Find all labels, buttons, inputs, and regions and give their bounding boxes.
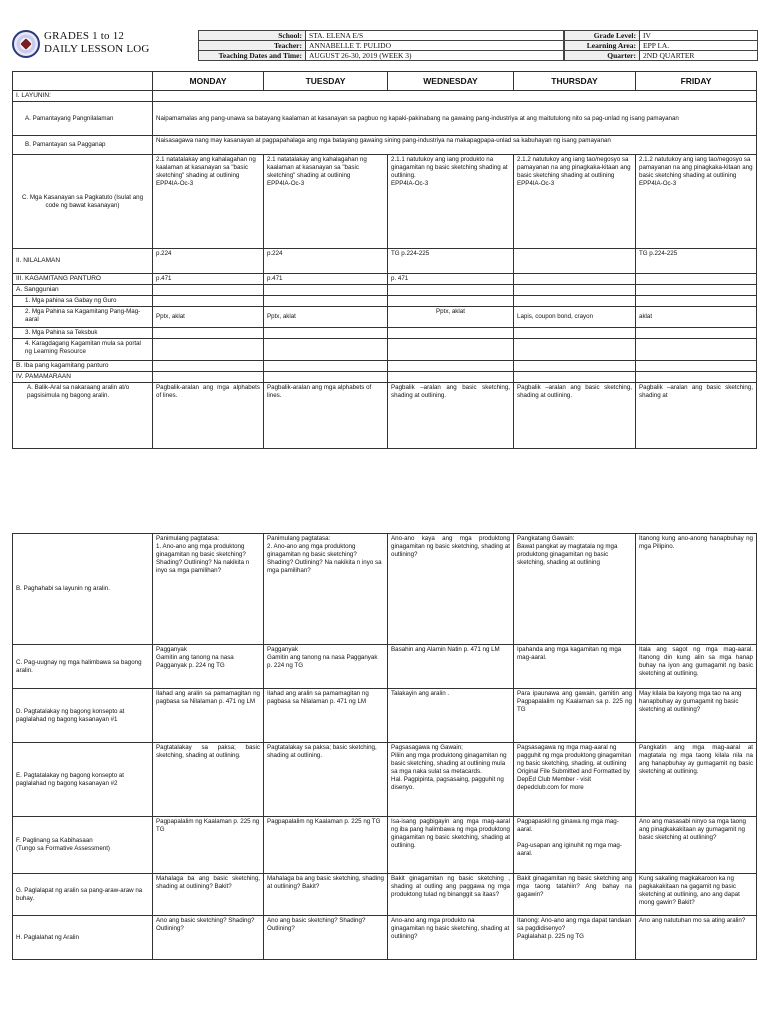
- balik-aral-monday: Pagbalik-aralan ang mga alphabets of lines.: [153, 383, 264, 449]
- form-title: [44, 30, 150, 56]
- layunin-empty: [153, 91, 757, 102]
- table-row: [13, 249, 757, 274]
- kagamitan-wednesday: p. 471: [388, 274, 514, 285]
- kasanayan-friday: 2.1.2 natutukoy ang iang tao/negosyo sa pamayanan na ang pinagkaka-kitaan ang basic sketching shading at outlining EPP4IA-Oc-3: [636, 155, 757, 249]
- empty-cell: [514, 285, 636, 296]
- nilalaman-wednesday: TG p.224-225: [388, 249, 514, 274]
- paglalahat-friday: Ano ang natutuhan mo sa ating aralin?: [636, 916, 757, 960]
- teksbuk-label: 3. Mga Pahina sa Teksbuk: [13, 328, 153, 339]
- day-wednesday: WEDNESDAY: [388, 72, 514, 91]
- empty-cell: [636, 339, 757, 361]
- paglalapat-friday: Kung sakaling magkakaroon ka ng pagkakakitaan na gagamit ng basic sketching at outlining, ano ang dapat mong gawin? Bakit?: [636, 874, 757, 916]
- grade-value: IV: [640, 31, 758, 41]
- paglalahat-thursday: Itanong: Ano-ano ang mga dapat tandaan sa pagdidisenyo? Paglalahat p. 225 ng TG: [514, 916, 636, 960]
- table-row: [13, 136, 757, 155]
- nilalaman-friday: TG p.224-225: [636, 249, 757, 274]
- pang-mag-aaral-wednesday: Pptx, aklat: [388, 307, 514, 328]
- teacher-label: Teacher:: [199, 41, 306, 51]
- corner-cell: [13, 72, 153, 91]
- day-header-row: [13, 72, 757, 91]
- paghahabi-friday: Itanong kung ano-anong hanapbuhay ng mga Pilipino.: [636, 534, 757, 645]
- table-row: [13, 339, 757, 361]
- empty-cell: [264, 339, 388, 361]
- day-friday: FRIDAY: [636, 72, 757, 91]
- empty-cell: [264, 328, 388, 339]
- pamamaraan-label: IV. PAMAMARAAN: [13, 372, 153, 383]
- empty-cell: [514, 328, 636, 339]
- paglalapat-tuesday: Mahalaga ba ang basic sketching, shading at outlining? Bakit?: [264, 874, 388, 916]
- empty-cell: [514, 296, 636, 307]
- balik-aral-label: A. Balik-Aral sa nakaraang aralin at/o pagsisimula ng bagong aralin.: [13, 383, 153, 449]
- dll-header: [10, 28, 758, 62]
- table-row: [13, 383, 757, 449]
- paghahabi-monday: Panimulang pagtatasa: 1. Ano-ano ang mga produktong ginagamitan ng basic sketching? Shading? Outlining? Na nakikita n inyo sa mga pamilihan?: [153, 534, 264, 645]
- day-thursday: THURSDAY: [514, 72, 636, 91]
- layunin-label: I. LAYUNIN:: [13, 91, 153, 102]
- empty-cell: [388, 372, 514, 383]
- empty-cell: [514, 339, 636, 361]
- teacher-value: ANNABELLE T. PULIDO: [306, 41, 564, 51]
- gabay-label: 1. Mga pahina sa Gabay ng Guro: [13, 296, 153, 307]
- kagamitan-friday: [636, 274, 757, 285]
- nilalaman-tuesday: p.224: [264, 249, 388, 274]
- kasanayan-thursday: 2.1.2 natutukoy ang iang tao/negosyo sa pamayanan na ang pinagkaka-kitaan ang basic sketching shading at outlining EPP4IA-Oc-3: [514, 155, 636, 249]
- kasanayan-wednesday: 2.1.1 natutukoy ang iang produkto na ginagamitan ng basic sketching shading at outlining. EPP4IA-Oc-3: [388, 155, 514, 249]
- pag-uugnay-label: C. Pag-uugnay ng mga halimbawa sa bagong aralin.: [13, 645, 153, 689]
- pang-mag-aaral-tuesday: Pptx, aklat: [264, 307, 388, 328]
- table-row: [13, 874, 757, 916]
- header-info-right: [564, 30, 758, 61]
- karagdagang-label: 4. Karagdagang Kagamitan mula sa portal ng Learning Resource: [13, 339, 153, 361]
- balik-aral-thursday: Pagbalik –aralan ang basic sketching, shading at outlining.: [514, 383, 636, 449]
- pamantayan-pagganap-text: Naisasagawa nang may kasanayan at pagpapahalaga ang mga batayang gawaing sining pang-industriya na makapagpapa-unlad sa kabuhayan ng isang pamayanan: [153, 136, 757, 155]
- empty-cell: [153, 285, 264, 296]
- table-row: [13, 645, 757, 689]
- paghahabi-wednesday: Ano-ano kaya ang mga produktong ginagamitan ng basic sketching, shading at outlining?: [388, 534, 514, 645]
- kagamitang-pang-mag-aaral-label: 2. Mga Pahina sa Kagamitang Pang-Mag-aaral: [13, 307, 153, 328]
- paglalahat-tuesday: Ano ang basic sketching? Shading? Outlining?: [264, 916, 388, 960]
- table-row: [13, 285, 757, 296]
- kagamitan-monday: p.471: [153, 274, 264, 285]
- empty-cell: [153, 372, 264, 383]
- pag-uugnay-monday: Pagganyak Gamitin ang tanong na nasa Pagganyak p. 224 ng TG: [153, 645, 264, 689]
- pang-mag-aaral-friday: aklat: [636, 307, 757, 328]
- konsepto2-friday: Pangkatin ang mga mag-aaral at magtatala ng mga taong kilala nila na ang hanapbuhay ay gumagamit ng basic sketching at outlining.: [636, 743, 757, 817]
- pamantayang-pangnilalaman-label: A. Pamantayang Pangnilalaman: [13, 102, 153, 136]
- pag-uugnay-tuesday: Pagganyak Gamitin ang tanong na nasa Pagganyak p. 224 ng TG: [264, 645, 388, 689]
- konsepto2-tuesday: Pagtatalakay sa paksa; basic sketching, shading at outlining.: [264, 743, 388, 817]
- empty-cell: [264, 361, 388, 372]
- table-row: [13, 361, 757, 372]
- table-row: [13, 743, 757, 817]
- table-row: [13, 534, 757, 645]
- konsepto1-wednesday: Talakayin ang aralin .: [388, 689, 514, 743]
- table-row: [13, 296, 757, 307]
- area-value: EPP I.A.: [640, 41, 758, 51]
- form-title-line1: GRADES 1 to 12: [44, 30, 125, 42]
- balik-aral-tuesday: Pagbalik-aralan ang mga alphabets of lines.: [264, 383, 388, 449]
- empty-cell: [153, 339, 264, 361]
- lesson-log-table-1: [12, 71, 757, 449]
- table-row: [13, 274, 757, 285]
- kasanayan-tuesday: 2.1 natatalakay ang kahalagahan ng kaalaman at kasanayan sa "basic sketching" shading at outlining EPP4IA-Oc-3: [264, 155, 388, 249]
- kagamitan-thursday: [514, 274, 636, 285]
- pamantayang-pangnilalaman-text: Naipamamalas ang pang-unawa sa batayang kaalaman at kasanayan sa pagbuo ng kapaki-pakinabang na gawaing pang-industriya at ang maitutulong nito sa pag-unlad ng isang pamayanan: [153, 102, 757, 136]
- table-row: [13, 372, 757, 383]
- konsepto1-tuesday: Ilahad ang aralin sa pamamagitan ng pagbasa sa Nilalaman p. 471 ng LM: [264, 689, 388, 743]
- kabihasaan-tuesday: Pagpapalalim ng Kaalaman p. 225 ng TG: [264, 817, 388, 874]
- kabihasaan-friday: Ano ang masasabi ninyo sa mga taong ang pinagkakakitaan ay gumagamit ng basic sketching at outlining?: [636, 817, 757, 874]
- school-label: School:: [199, 31, 306, 41]
- table-row: [13, 307, 757, 328]
- empty-cell: [388, 285, 514, 296]
- kabihasaan-monday: Pagpapalalim ng Kaalaman p. 225 ng TG: [153, 817, 264, 874]
- konsepto1-label: D. Pagtatalakay ng bagong konsepto at paglalahad ng bagong kasanayan #1: [13, 689, 153, 743]
- paglalapat-label: G. Paglalapat ng aralin sa pang-araw-araw na buhay.: [13, 874, 153, 916]
- table-row: [13, 102, 757, 136]
- pag-uugnay-thursday: Ipahanda ang mga kagamitan ng mga mag-aaral.: [514, 645, 636, 689]
- empty-cell: [636, 372, 757, 383]
- kasanayan-label: C. Mga Kasanayan sa Pagkatuto (Isulat ang code ng bawat kasanayan): [13, 155, 153, 249]
- konsepto2-label: E. Pagtatalakay ng bagong konsepto at paglalahad ng bagong kasanayan #2: [13, 743, 153, 817]
- kabihasaan-wednesday: Isa-isang pagbigayin ang mga mag-aaral ng iba pang halimbawa ng mga produktong ginagamitan ng basic sketching, shading at outlining.: [388, 817, 514, 874]
- paglalapat-monday: Mahalaga ba ang basic sketching, shading at outlining? Bakit?: [153, 874, 264, 916]
- day-monday: MONDAY: [153, 72, 264, 91]
- konsepto2-thursday: Pagsasagawa ng mga mag-aaral ng pagguhit ng mga produktong ginagamitan ng basic sketching, shading, at outlining Original File Submitted and Formatted by DepEd Club Member - visit depedclub.com for more: [514, 743, 636, 817]
- table-row: [13, 328, 757, 339]
- pag-uugnay-wednesday: Basahin ang Alamin Natin p. 471 ng LM: [388, 645, 514, 689]
- empty-cell: [636, 361, 757, 372]
- empty-cell: [514, 361, 636, 372]
- empty-cell: [264, 296, 388, 307]
- empty-cell: [153, 328, 264, 339]
- pag-uugnay-friday: Itala ang sagot ng mga mag-aaral. Itanong din kung alin sa mga hanap buhay na iyon ang gumagamit ng basic sketching at outlining.: [636, 645, 757, 689]
- paghahabi-tuesday: Panimulang pagtatasa: 2. Ano-ano ang mga produktong ginagamitan ng basic sketching? Shading? Outlining? Na nakikita n inyo sa mga pamilihan?: [264, 534, 388, 645]
- balik-aral-wednesday: Pagbalik –aralan ang basic sketching, shading at outlining.: [388, 383, 514, 449]
- area-label: Learning Area:: [565, 41, 640, 51]
- pang-mag-aaral-thursday: Lapis, coupon bond, crayon: [514, 307, 636, 328]
- empty-cell: [388, 361, 514, 372]
- konsepto1-thursday: Para ipaunawa ang gawain, gamitin ang Pagpapalalim ng Kaalaman sa p. 225 ng TG: [514, 689, 636, 743]
- deped-seal-icon: [12, 30, 40, 58]
- paglalahat-monday: Ano ang basic sketching? Shading? Outlining?: [153, 916, 264, 960]
- dates-value: AUGUST 26-30, 2019 (WEEK 3): [306, 51, 564, 61]
- empty-cell: [388, 296, 514, 307]
- konsepto1-monday: Ilahad ang aralin sa pamamagitan ng pagbasa sa Nilalaman p. 471 ng LM: [153, 689, 264, 743]
- dates-label: Teaching Dates and Time:: [199, 51, 306, 61]
- balik-aral-friday: Pagbalik –aralan ang basic sketching, shading at: [636, 383, 757, 449]
- konsepto2-wednesday: Pagsasagawa ng Gawain; Piliin ang mga produktong ginagamitan ng basic sketching, shading at outlining mula sa mga naka sulat sa metacards. Hal. Pagpipinta, pagsasaing, pagguhit ng disenyo.: [388, 743, 514, 817]
- paglalapat-wednesday: Bakit ginagamitan ng basic sketching , shading at outling ang paggawa ng mga produktong tulad ng binanggit sa itaas?: [388, 874, 514, 916]
- nilalaman-monday: p.224: [153, 249, 264, 274]
- nilalaman-label: II. NILALAMAN: [13, 249, 153, 274]
- paghahabi-label: B. Paghahabi sa layunin ng aralin.: [13, 534, 153, 645]
- konsepto2-monday: Pagtatalakay sa paksa; basic sketching, shading at outlining.: [153, 743, 264, 817]
- kagamitan-tuesday: p.471: [264, 274, 388, 285]
- paghahabi-thursday: Pangkatang Gawain: Bawat pangkat ay magtatala ng mga produktong ginagamitan ng basic sketching, shading at outlining: [514, 534, 636, 645]
- table-row: [13, 916, 757, 960]
- table-row: [13, 91, 757, 102]
- kabihasaan-label: F. Paglinang sa Kabihasaan (Tungo sa Formative Assessment): [13, 817, 153, 874]
- empty-cell: [264, 372, 388, 383]
- pamantayan-pagganap-label: B. Pamantayan sa Pagganap: [13, 136, 153, 155]
- pang-mag-aaral-monday: Pptx, aklat: [153, 307, 264, 328]
- empty-cell: [514, 372, 636, 383]
- table-row: [13, 817, 757, 874]
- form-title-line2: DAILY LESSON LOG: [44, 43, 150, 55]
- paglalahat-wednesday: Ano-ano ang mga produkto na ginagamitan ng basic sketching, shading at outlining?: [388, 916, 514, 960]
- empty-cell: [153, 296, 264, 307]
- table-row: [13, 689, 757, 743]
- day-tuesday: TUESDAY: [264, 72, 388, 91]
- empty-cell: [388, 339, 514, 361]
- kasanayan-monday: 2.1 natatalakay ang kahalagahan ng kaalaman at kasanayan sa "basic sketching" shading at outlining EPP4IA-Oc-3: [153, 155, 264, 249]
- iba-pang-label: B. Iba pang kagamitang panturo: [13, 361, 153, 372]
- school-value: STA. ELENA E/S: [306, 31, 564, 41]
- quarter-label: Quarter:: [565, 51, 640, 61]
- paglalahat-label: H. Paglalahat ng Aralin: [13, 916, 153, 960]
- header-info-left: [198, 30, 564, 61]
- paglalapat-thursday: Bakit ginagamitan ng basic sketching ang mga taong tatahiin? Ang bahay na gagawin?: [514, 874, 636, 916]
- empty-cell: [636, 328, 757, 339]
- empty-cell: [636, 296, 757, 307]
- grade-label: Grade Level:: [565, 31, 640, 41]
- empty-cell: [636, 285, 757, 296]
- konsepto1-friday: May kilala ba kayong mga tao na ang hanapbuhay ay gumagamit ng basic sketching at outlining?: [636, 689, 757, 743]
- lesson-log-table-2: [12, 533, 757, 960]
- empty-cell: [153, 361, 264, 372]
- kagamitan-label: III. KAGAMITANG PANTURO: [13, 274, 153, 285]
- sanggunian-label: A. Sanggunian: [13, 285, 153, 296]
- kabihasaan-thursday: Pagpapaskil ng ginawa ng mga mag-aaral. Pag-usapan ang iginuhit ng mga mag-aaral.: [514, 817, 636, 874]
- empty-cell: [388, 328, 514, 339]
- nilalaman-thursday: [514, 249, 636, 274]
- quarter-value: 2ND QUARTER: [640, 51, 758, 61]
- empty-cell: [264, 285, 388, 296]
- table-row: [13, 155, 757, 249]
